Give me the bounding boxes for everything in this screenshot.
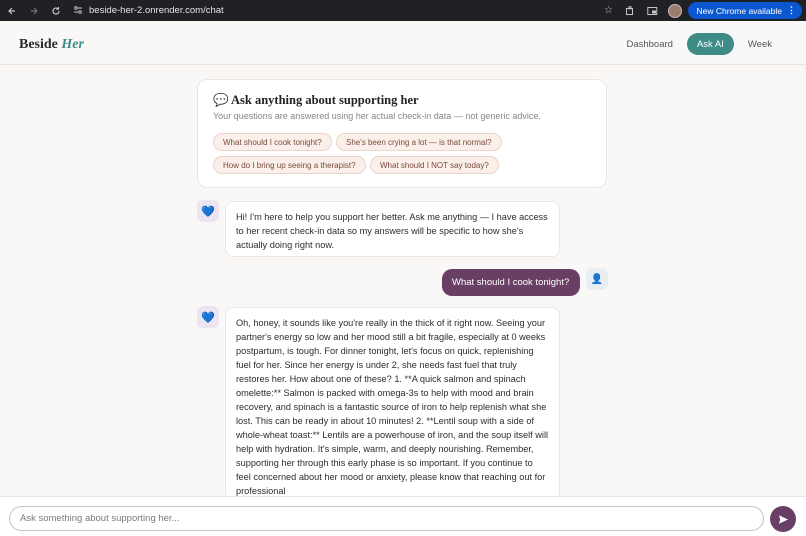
logo-text-accent: Her (61, 37, 84, 52)
intro-title: 💬 Ask anything about supporting her (213, 93, 419, 107)
extensions-icon[interactable] (619, 0, 641, 21)
media-router-icon[interactable] (641, 0, 663, 21)
suggestion-chip[interactable]: She's been crying a lot — is that normal? (336, 133, 502, 151)
intro-card (197, 79, 607, 188)
intro-subtitle: Your questions are answered using her actual check-in data — not generic advice. (213, 111, 541, 121)
app-header (0, 21, 806, 65)
main-nav (616, 33, 782, 55)
url-text: beside-her-2.onrender.com/chat (89, 5, 224, 16)
forward-arrow-icon[interactable] (23, 0, 45, 21)
nav-ask-ai[interactable]: Ask AI (687, 33, 734, 55)
user-silhouette-icon: 👤 (586, 268, 608, 290)
back-arrow-icon[interactable] (1, 0, 23, 21)
nav-dashboard[interactable]: Dashboard (626, 38, 673, 50)
profile-avatar[interactable] (668, 4, 682, 18)
send-button[interactable] (770, 506, 796, 532)
chat-input[interactable] (9, 506, 764, 531)
site-settings-icon[interactable] (73, 2, 83, 20)
chrome-update-button[interactable] (688, 2, 802, 19)
send-arrow-icon (778, 514, 789, 525)
chat-input-bar (0, 496, 806, 536)
kebab-menu-icon: ⋮ (787, 5, 796, 15)
app-logo[interactable] (19, 37, 84, 53)
browser-toolbar (0, 0, 806, 21)
suggestion-chip[interactable]: How do I bring up seeing a therapist? (213, 156, 366, 174)
address-bar[interactable] (73, 0, 593, 21)
reload-icon[interactable] (45, 0, 67, 21)
bookmark-star-icon[interactable]: ☆ (604, 5, 613, 16)
logo-text-main: Beside (19, 37, 58, 52)
assistant-message: Oh, honey, it sounds like you're really in the thick of it right now. Seeing your partner's energy so low and her mood still a bit fragile, especially at 0 weeks postpartum, is tough. For dinner tonight, let's focus on quick, replenishing fuel for her. Since her energy is under 2, she needs fast fuel that truly restores her. How about one of these? 1. **A quick salmon and spinach omelette:** Salmon is packed with omega-3s to help with mood and brain recovery, and spinach is a fantastic source of iron to help replenish what she lost. This can be ready in about 10 minutes! 2. **Lentil soup with a side of whole-wheat toast:** Lentils are a powerhouse of iron, and the soup itself will help with hydration. It's simple, warm, and deeply nourishing. Remember, supporting her through this early phase is so important. If you continue to feel concerned about her mood or anxiety, please know that reaching out for professional (225, 307, 560, 502)
user-message: What should I cook tonight? (442, 269, 580, 296)
assistant-message: Hi! I'm here to help you support her better. Ask me anything — I have access to her recent check-in data so my answers will be specific to how she's actually doing right now. (225, 201, 560, 257)
blue-heart-icon: 💙 (197, 200, 219, 222)
chrome-update-label: New Chrome available (696, 5, 782, 16)
suggestion-chip[interactable]: What should I cook tonight? (213, 133, 332, 151)
suggestion-chip[interactable]: What should I NOT say today? (370, 156, 499, 174)
nav-week[interactable]: Week (747, 38, 772, 50)
blue-heart-icon: 💙 (197, 306, 219, 328)
